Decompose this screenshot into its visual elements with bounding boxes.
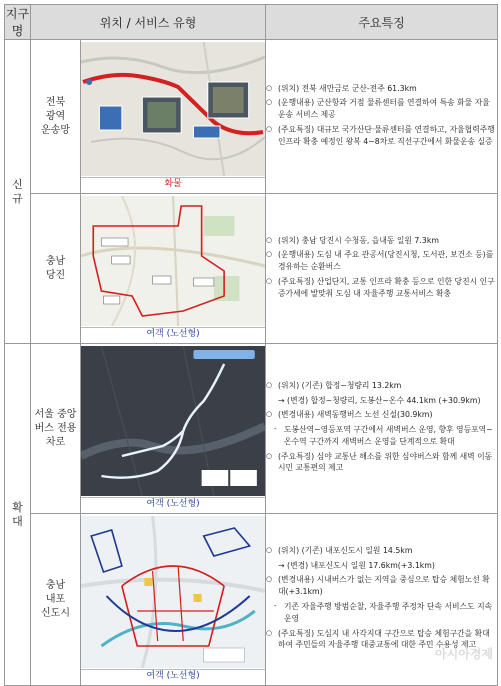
service-type-caption: 여객 (노선형) <box>81 669 265 683</box>
table-row <box>5 40 498 194</box>
naepo-route-map <box>81 516 265 668</box>
map-cell <box>81 194 266 344</box>
feature-item: ○ (위치) (기존) 합정~청량리 13.2km <box>266 380 497 392</box>
feature-item: ○ (위치) 전북 새만금로 군산-전주 61.3km <box>266 83 497 95</box>
feature-item: ○ (변경내용) 새벽동행버스 노선 신설(30.9km) <box>266 409 497 421</box>
category-new: 신규 <box>5 40 31 344</box>
feature-item: ○ (주요특징) 산업단지, 교통 인프라 확충 등으로 인한 당진시 인구 증가세에 발맞춰 도심 내 자율주행 교통서비스 확충 <box>266 276 497 300</box>
feature-item: - 기존 자율주행 방범순찰, 자율주행 주정차 단속 서비스도 지속 운영 <box>266 601 497 625</box>
saemangeum-freight-map <box>81 42 265 176</box>
header-location-service: 위치 / 서비스 유형 <box>31 5 266 40</box>
table-row <box>5 514 498 686</box>
feature-item: ○ (운행내용) 군산항과 거점 물류센터를 연결하여 특송 화물 자율운송 서비스 제공 <box>266 97 497 121</box>
map-graphic <box>81 346 265 496</box>
feature-item: → (변경) 내포신도시 일원 17.6km(+3.1km) <box>278 560 435 570</box>
header-district-name: 지구명 <box>5 5 31 40</box>
feature-item: - 도봉산역~영등포역 구간에서 새벽버스 운영, 향후 영등포역~온수역 구간까지 새벽버스 운영을 단계적으로 확대 <box>266 424 497 448</box>
watermark-logo: 아시아경제 <box>435 647 493 661</box>
map-cell <box>81 40 266 194</box>
service-type-caption: 화물 <box>81 177 265 191</box>
features-cell <box>266 344 498 514</box>
map-cell <box>81 514 266 686</box>
feature-item: ○ (변경내용) 시내버스가 없는 지역을 중심으로 탑승 체험노선 확대(+3.1km) <box>266 574 497 598</box>
feature-item: ○ (주요특징) 대규모 국가산단·물류센터를 연결하고, 자율협력주행 인프라 확충 예정인 왕복 4~8차로 직선구간에서 화물운송 실증 <box>266 124 497 148</box>
feature-list <box>266 83 497 148</box>
feature-list <box>266 545 497 651</box>
map-graphic <box>81 42 265 176</box>
document <box>4 4 497 681</box>
dangjin-route-map <box>81 196 265 326</box>
feature-item: ○ (위치) (기존) 내포신도시 일원 14.5km <box>266 545 497 557</box>
header-key-features: 주요특징 <box>266 5 498 40</box>
feature-item: ○ (운행내용) 도심 내 주요 관공서(당진시청, 도서관, 보건소 등)를 경유하는 순환버스 <box>266 249 497 273</box>
seoul-dawn-bus-map <box>81 346 265 496</box>
features-cell <box>266 194 498 344</box>
district-name: 충남 당진 <box>31 194 81 344</box>
features-cell <box>266 40 498 194</box>
district-name: 서울 중앙버스 전용차로 <box>31 344 81 514</box>
pilot-zone-table <box>4 4 498 686</box>
feature-list <box>266 235 497 300</box>
feature-list <box>266 380 497 475</box>
table-row <box>5 194 498 344</box>
map-graphic <box>81 196 265 326</box>
feature-item: ○ (주요특징) 심야 교통난 해소를 위한 심야버스와 함께 새벽 이동시민 교통편의 제고 <box>266 451 497 475</box>
map-cell <box>81 344 266 514</box>
district-name: 전북 광역 운송망 <box>31 40 81 194</box>
feature-item: → (변경) 합정~청량리, 도봉산~온수 44.1km (+30.9km) <box>278 395 481 405</box>
feature-item: ○ (주요특징) 도심지 내 사각지대 구간으로 탑승 체험구간을 확대하여 주민들의 자율주행 대중교통에 대한 주민 수용성 제고 <box>266 628 497 652</box>
map-graphic <box>81 516 265 668</box>
district-name: 충남 내포 신도시 <box>31 514 81 686</box>
table-header-row <box>5 5 498 40</box>
service-type-caption: 여객 (노선형) <box>81 497 265 511</box>
service-type-caption: 여객 (노선형) <box>81 327 265 341</box>
feature-item: ○ (위치) 충남 당진시 수청동, 읍내동 일원 7.3km <box>266 235 497 247</box>
table-row <box>5 344 498 514</box>
category-expansion: 확대 <box>5 344 31 686</box>
